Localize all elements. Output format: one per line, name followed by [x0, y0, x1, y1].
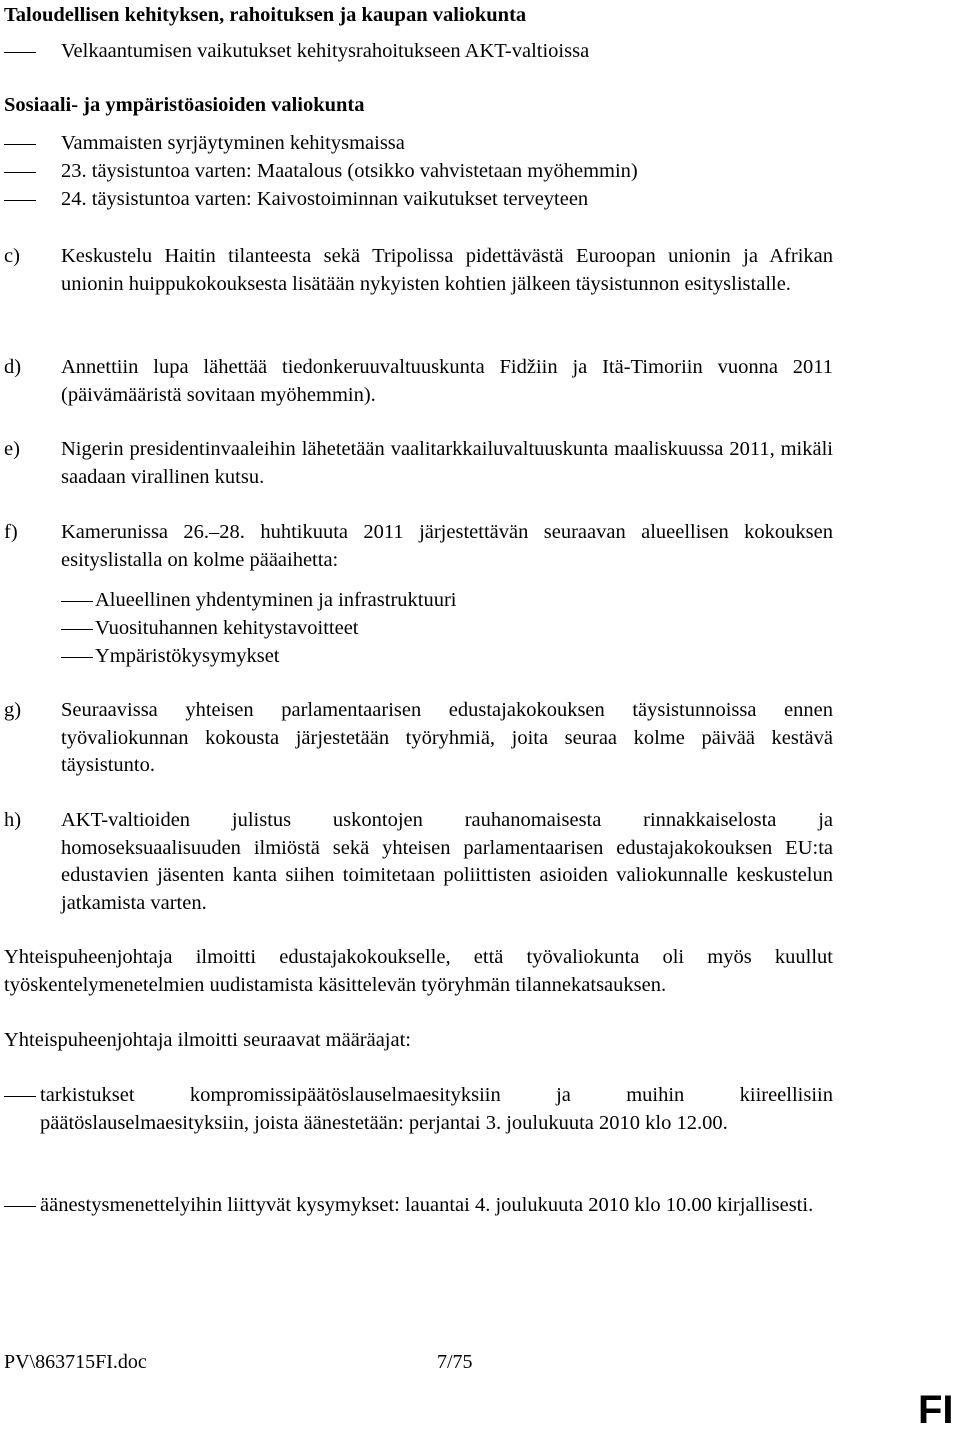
dash-bullet [4, 144, 36, 145]
dash-bullet [61, 629, 93, 630]
deadline-item: tarkistukset kompromissipäätöslauselmaesityksiin ja muihin kiireellisiin päätöslauselmaesityksiin, joista äänestetään: perjantai 3. joulukuuta 2010 klo 12.00. [40, 1084, 833, 1134]
language-mark: FI [918, 1388, 954, 1432]
dash-bullet [61, 657, 93, 658]
point-h-text: AKT-valtioiden julistus uskontojen rauhanomaisesta rinnakkaiselosta ja homoseksuaalisuuden ilmiöstä sekä yhteisen parlamentaarisen edustajakokouksen EU:ta edustavien jäsenten kanta siihen toimitetaan poliittisten asioiden valiokunnalle keskustelun jatkamista varten. [61, 809, 833, 914]
committee-item: 24. täysistuntoa varten: Kaivostoiminnan vaikutukset terveyteen [61, 188, 589, 210]
point-c-text: Keskustelu Haitin tilanteesta sekä Tripolissa pidettävästä Euroopan unionin ja Afrikan unionin huippukokouksesta lisätään nykyisten kohtien jälkeen täysistunnon esityslistalle. [61, 245, 833, 295]
point-label: c) [4, 245, 20, 267]
dash-bullet [4, 200, 36, 201]
topic-item: Alueellinen yhdentyminen ja infrastruktuuri [95, 589, 457, 611]
committee-item: Vammaisten syrjäytyminen kehitysmaissa [61, 132, 405, 154]
dash-bullet [4, 52, 36, 53]
committee-heading: Sosiaali- ja ympäristöasioiden valiokunta [4, 94, 365, 116]
point-d-text: Annettiin lupa lähettää tiedonkeruuvaltuuskunta Fidžiin ja Itä-Timoriin vuonna 2011 (päivämääristä sovitaan myöhemmin). [61, 356, 833, 406]
document-reference: PV\863715FI.doc [4, 1351, 147, 1373]
point-label: g) [4, 699, 22, 721]
statement-paragraph: Yhteispuheenjohtaja ilmoitti seuraavat määräajat: [4, 1029, 411, 1051]
point-label: d) [4, 356, 22, 378]
dash-bullet [4, 172, 36, 173]
dash-bullet [4, 1096, 36, 1097]
dash-bullet [4, 1206, 36, 1207]
committee-heading: Taloudellisen kehityksen, rahoituksen ja kaupan valiokunta [4, 4, 527, 26]
dash-bullet [61, 601, 93, 602]
point-e-text: Nigerin presidentinvaaleihin lähetetään vaalitarkkailuvaltuuskunta maaliskuussa 2011, mikäli saadaan virallinen kutsu. [61, 438, 833, 488]
topic-item: Vuosituhannen kehitystavoitteet [95, 617, 359, 639]
committee-item: 23. täysistuntoa varten: Maatalous (otsikko vahvistetaan myöhemmin) [61, 160, 638, 182]
point-f-text: Kamerunissa 26.–28. huhtikuuta 2011 järjestettävän seuraavan alueellisen kokouksen esityslistalla on kolme pääaihetta: [61, 521, 833, 571]
point-label: h) [4, 809, 22, 831]
deadline-item: äänestysmenettelyihin liittyvät kysymykset: lauantai 4. joulukuuta 2010 klo 10.00 kirjallisesti. [40, 1194, 814, 1216]
point-label: f) [4, 521, 18, 543]
page-number: 7/75 [437, 1351, 473, 1373]
point-g-text: Seuraavissa yhteisen parlamentaarisen edustajakokouksen täysistunnoissa ennen työvaliokunnan kokousta järjestetään työryhmiä, joita seuraa kolme päivää kestävä täysistunto. [61, 699, 833, 776]
topic-item: Ympäristökysymykset [95, 645, 280, 667]
committee-item: Velkaantumisen vaikutukset kehitysrahoitukseen AKT-valtioissa [61, 40, 590, 62]
statement-paragraph: Yhteispuheenjohtaja ilmoitti edustajakokoukselle, että työvaliokunta oli myös kuullut työskentelymenetelmien uudistamista käsittelevän työryhmän tilannekatsauksen. [4, 946, 833, 996]
point-label: e) [4, 438, 20, 460]
